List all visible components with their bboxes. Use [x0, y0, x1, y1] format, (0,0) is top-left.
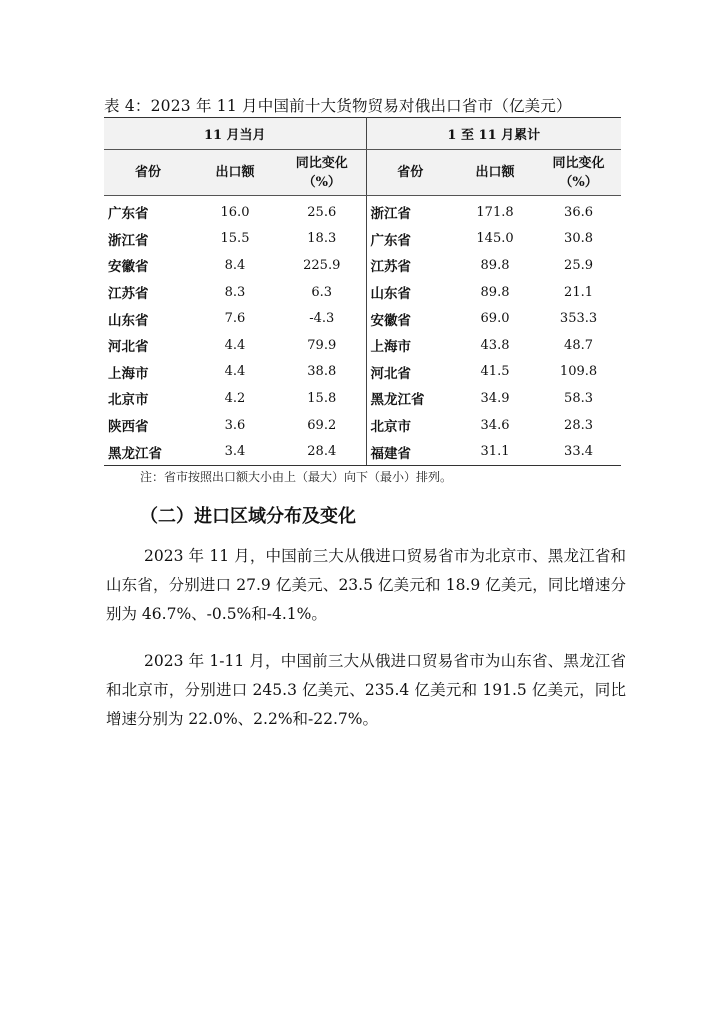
col-header-yoy-line2: （%）	[559, 174, 598, 190]
cumulative-export: 171.8	[476, 204, 514, 220]
table-note: 注：省市按照出口额大小由上（最大）向下（最小）排列。	[140, 470, 453, 484]
monthly-export: 4.2	[224, 390, 246, 406]
cumulative-yoy: 30.8	[564, 231, 593, 247]
cumulative-yoy: 109.8	[559, 364, 598, 380]
monthly-export: 3.4	[192, 438, 278, 465]
monthly-yoy: 15.8	[278, 385, 366, 412]
table-row	[104, 332, 621, 359]
col-header-yoy	[278, 150, 366, 196]
table-row	[104, 226, 621, 253]
table-row	[104, 438, 621, 465]
monthly-yoy: 28.4	[278, 438, 366, 465]
monthly-province: 安徽省	[108, 259, 149, 276]
monthly-yoy: 225.9	[278, 252, 366, 279]
section-title: （二）进口区域分布及变化	[140, 506, 356, 527]
cumulative-yoy: 58.3	[564, 390, 593, 406]
table-row	[104, 279, 621, 306]
cumulative-export: 69.0	[480, 311, 510, 327]
cumulative-yoy: 353.3	[559, 311, 598, 327]
table-row	[104, 305, 621, 332]
monthly-province: 江苏省	[108, 286, 149, 303]
cumulative-export: 89.8	[480, 284, 510, 300]
monthly-yoy: 6.3	[278, 279, 366, 306]
cumulative-province: 安徽省	[370, 312, 412, 329]
monthly-province: 浙江省	[108, 232, 149, 249]
cumulative-province: 上海市	[370, 339, 412, 356]
cumulative-yoy: 25.9	[564, 257, 593, 273]
col-header-yoy-line2: （%）	[302, 174, 341, 190]
cumulative-export: 34.9	[480, 390, 510, 406]
monthly-yoy: -4.3	[278, 305, 366, 332]
cumulative-yoy: 33.4	[536, 438, 621, 465]
col-header-yoy-line1: 同比变化	[295, 155, 348, 171]
cumulative-export: 89.8	[480, 257, 510, 273]
table-caption: 表 4：2023 年 11 月中国前十大货物贸易对俄出口省市（亿美元）	[104, 97, 572, 115]
monthly-export: 8.3	[224, 284, 246, 300]
cumulative-yoy: 28.3	[564, 417, 593, 433]
cumulative-export: 34.6	[480, 417, 510, 433]
cumulative-province: 黑龙江省	[370, 392, 425, 409]
paragraph: 2023 年 1-11 月，中国前三大从俄进口贸易省市为山东省、黑龙江省和北京市，分别进口 245.3 亿美元、235.4 亿美元和 191.5 亿美元，同比增速分别为 22.0%、2.2%和-22.7%。	[106, 652, 626, 728]
monthly-province: 山东省	[108, 312, 149, 329]
monthly-province: 上海市	[108, 365, 149, 382]
cumulative-province: 北京市	[370, 419, 412, 436]
cumulative-yoy: 48.7	[564, 337, 593, 353]
cumulative-export: 41.5	[480, 364, 510, 380]
monthly-export: 7.6	[224, 311, 246, 327]
table-row	[104, 385, 621, 412]
cumulative-province: 河北省	[370, 365, 412, 382]
cumulative-export: 145.0	[476, 231, 514, 247]
monthly-province: 北京市	[108, 392, 149, 409]
cumulative-export: 31.1	[454, 438, 536, 465]
monthly-province: 河北省	[108, 339, 149, 356]
cumulative-yoy: 36.6	[564, 204, 593, 220]
table-row	[104, 252, 621, 279]
col-header-province: 省份	[104, 150, 192, 196]
paragraph: 2023 年 11 月，中国前三大从俄进口贸易省市为北京市、黑龙江省和山东省，分别进口 27.9 亿美元、23.5 亿美元和 18.9 亿美元，同比增速分别为 46.7%、-0.5%和-4.1%。	[106, 547, 626, 623]
monthly-province: 陕西省	[108, 419, 149, 436]
table-row	[104, 196, 621, 226]
group-header-monthly: 11 月当月	[104, 118, 366, 150]
export-table	[104, 117, 621, 466]
cumulative-province: 浙江省	[370, 206, 412, 223]
cumulative-province: 福建省	[366, 438, 454, 465]
col-header-yoy	[536, 150, 621, 196]
group-header-cumulative: 1 至 11 月累计	[366, 118, 621, 150]
monthly-export: 16.0	[220, 204, 250, 220]
monthly-export: 3.6	[224, 417, 246, 433]
col-header-province: 省份	[366, 150, 454, 196]
monthly-yoy: 69.2	[278, 412, 366, 439]
monthly-province: 广东省	[108, 206, 149, 223]
col-header-export: 出口额	[454, 150, 536, 196]
table-row	[104, 359, 621, 386]
monthly-yoy: 38.8	[278, 359, 366, 386]
col-header-yoy-line1: 同比变化	[552, 155, 605, 171]
monthly-yoy: 25.6	[278, 196, 366, 226]
cumulative-yoy: 21.1	[564, 284, 593, 300]
monthly-export: 4.4	[224, 337, 246, 353]
table-row	[104, 412, 621, 439]
monthly-yoy: 18.3	[278, 226, 366, 253]
cumulative-province: 广东省	[370, 232, 412, 249]
cumulative-export: 43.8	[480, 337, 510, 353]
monthly-export: 4.4	[224, 364, 246, 380]
cumulative-province: 江苏省	[370, 259, 412, 276]
monthly-export: 15.5	[220, 231, 250, 247]
monthly-province: 黑龙江省	[104, 438, 192, 465]
cumulative-province: 山东省	[370, 286, 412, 303]
col-header-export: 出口额	[192, 150, 278, 196]
monthly-export: 8.4	[224, 257, 246, 273]
monthly-yoy: 79.9	[278, 332, 366, 359]
